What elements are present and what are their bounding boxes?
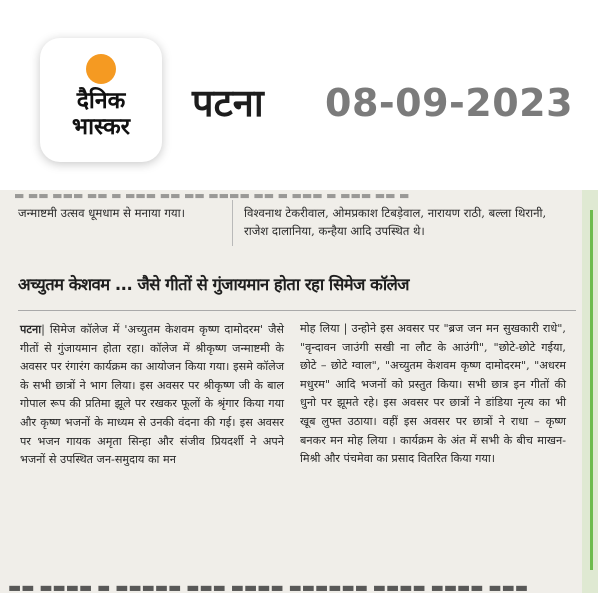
page-header	[0, 0, 598, 190]
logo-line-2: भास्कर	[71, 114, 131, 140]
previous-article-tail: जन्माष्टमी उत्सव धूमधाम से मनाया गया।	[18, 206, 186, 220]
cut-off-top-text: ▬ ▬▬ ▬▬▬ ▬▬ ▬ ▬▬▬ ▬▬ ▬▬ ▬▬▬▬ ▬▬ ▬ ▬▬▬ ▬ ▬▬▬ ▬▬ ▬	[14, 192, 410, 200]
dainik-bhaskar-logo	[40, 38, 162, 162]
article-dateline: पटना	[20, 322, 42, 336]
newspaper-clipping	[0, 190, 598, 593]
city-name: पटना	[192, 81, 264, 125]
cut-off-bottom-headline: ▬▬ ▬▬▬▬ ▬ ▬▬▬▬▬ ▬▬▬ ▬▬▬▬ ▬▬▬▬▬▬ ▬▬▬▬ ▬▬▬▬ ▬▬▬	[8, 580, 529, 592]
article-text-left: | सिमेज कॉलेज में 'अच्युतम केशवम कृष्ण दामोदरम' जैसे गीतों से गुंजायमान होता रहा। कॉलेज में श्रीकृष्ण जन्माष्टमी के अवसर पर रंगारंग कार्यक्रम का आयोजन किया गया। इसमे कॉलेज के सभी छात्रों ने भाग लिया। इस अवसर पर श्रीकृष्ण जी के बाल गोपाल रूप की प्रतिमा झूले पर रखकर फूलों के श्रृंगार किया गया और कृष्ण भजनों के माध्यम से उनकी वंदना की गई। इस अवसर पर भजन गायक अमृता सिन्हा और संजीव प्रियदर्शी ने अपने भजनों से उपस्थित जन-समुदाय का मन	[20, 323, 284, 467]
page-edge-strip	[582, 190, 598, 593]
column-divider	[232, 200, 233, 246]
edition-date: 08-09-2023	[325, 81, 574, 125]
article-headline: अच्युतम केशवम ... जैसे गीतों से गुंजायमान होता रहा सिमेज कॉलेज	[18, 275, 410, 294]
previous-article-tail-right: विश्वनाथ टेकरीवाल, ओमप्रकाश टिबड़ेवाल, नारायण राठी, बल्ला थिरानी, राजेश दालानिया, कन्हैया आदि उपस्थित थे।	[244, 206, 547, 238]
article-body-left	[20, 320, 284, 470]
logo-line-1: दैनिक	[76, 88, 126, 114]
article-body-right: मोह लिया | उन्होने इस अवसर पर "ब्रज जन मन सुखकारी राधे", "वृन्दावन जाउंगी सखी ना लौट के आउंगी", "छोटे-छोटे गईया, छोटे – छोटे ग्वाल", "अच्युतम केशवम कृष्ण दामोदरम", "अधरम मधुरम" आदि भजनों को प्रस्तुत किया। सभी छात्र इन गीतों की धुनो पर झूमते रहे। इस अवसर पर छात्रों ने डांडिया नृत्य का भी खूब लुफ्त उठाया। वहीं इस अवसर पर छात्रों ने राधा – कृष्ण बनकर मन मोह लिया । कार्यक्रम के अंत में सभी के बीच माखन-मिश्री और पंचमेवा का प्रसाद वितरित किया गया।	[300, 322, 566, 466]
headline-rule	[18, 310, 576, 311]
sun-icon	[86, 54, 116, 84]
